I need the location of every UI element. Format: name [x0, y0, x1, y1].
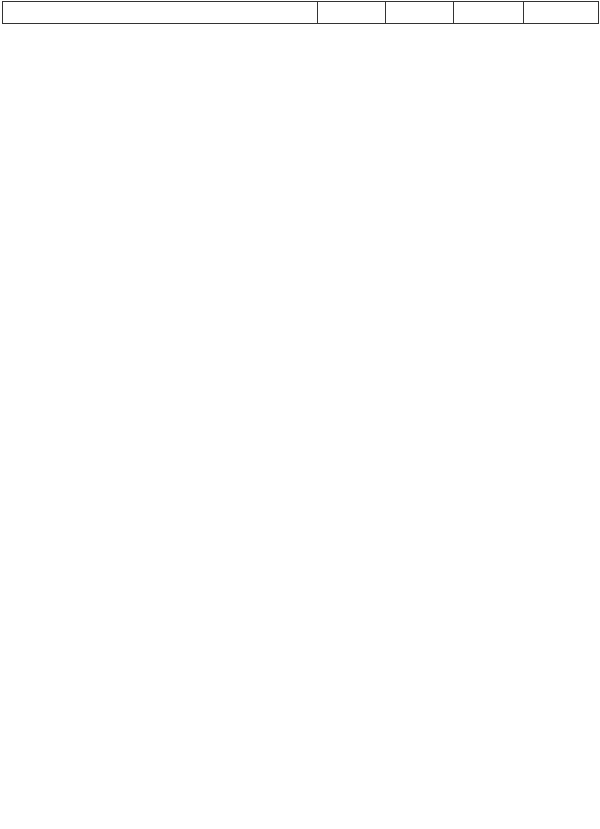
- header-req: [454, 2, 524, 24]
- header-item: [3, 2, 318, 24]
- header-method: [524, 2, 599, 24]
- inspection-table: [2, 1, 599, 24]
- header-row: [3, 2, 599, 24]
- header-type: [386, 2, 454, 24]
- header-factory: [318, 2, 386, 24]
